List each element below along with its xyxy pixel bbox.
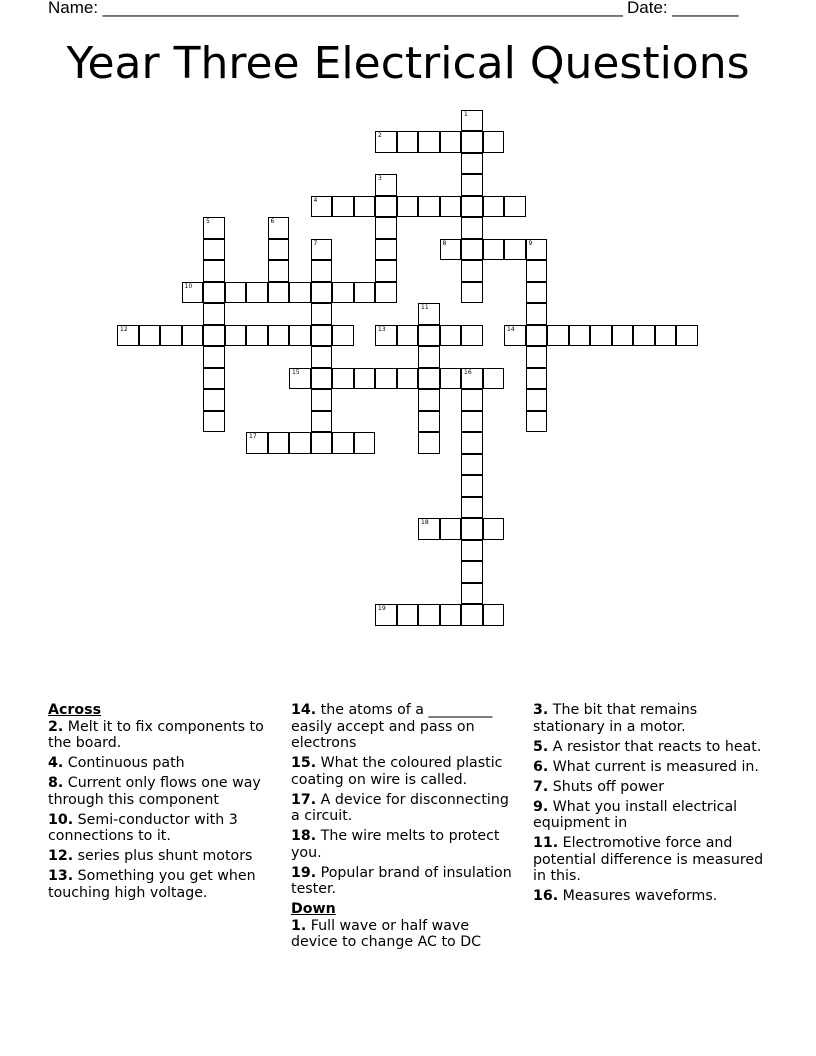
crossword-cell[interactable] [418,131,440,153]
crossword-cell[interactable] [375,131,397,153]
crossword-cell[interactable] [461,153,483,175]
crossword-cell[interactable] [461,497,483,519]
crossword-cell[interactable] [633,325,655,347]
crossword-cell[interactable] [203,282,225,304]
crossword-cell[interactable] [676,325,698,347]
crossword-cell[interactable] [461,475,483,497]
crossword-cell[interactable] [246,432,268,454]
crossword-cell[interactable] [375,604,397,626]
crossword-cell[interactable] [526,282,548,304]
clue-number: 9 [528,239,533,247]
crossword-cell[interactable] [203,325,225,347]
crossword-cell[interactable] [483,518,505,540]
crossword-cell[interactable] [418,196,440,218]
crossword-cell[interactable] [268,282,290,304]
crossword-cell[interactable] [182,325,204,347]
crossword-cell[interactable] [268,260,290,282]
crossword-cell[interactable] [375,239,397,261]
crossword-cell[interactable] [440,196,462,218]
crossword-cell[interactable] [461,174,483,196]
clue-number: 17 [249,433,257,440]
crossword-cell[interactable] [461,389,483,411]
crossword-cell[interactable] [268,432,290,454]
crossword-cell[interactable] [311,325,333,347]
crossword-cell[interactable] [483,604,505,626]
clue-number: 15 [292,368,300,376]
crossword-cell[interactable] [354,368,376,390]
crossword-cell[interactable] [461,196,483,218]
clue-number: 7 [313,239,318,247]
crossword-cell[interactable] [332,282,354,304]
crossword-cell[interactable] [483,131,505,153]
crossword-cell[interactable] [526,389,548,411]
clue-number: 1 [464,110,468,118]
crossword-cell[interactable] [311,260,333,282]
crossword-cell[interactable] [418,368,440,390]
crossword-cell[interactable] [526,239,548,261]
crossword-cell[interactable] [461,239,483,261]
crossword-cell[interactable] [311,282,333,304]
crossword-cell[interactable] [418,411,440,433]
clue-number: 5 [206,218,210,225]
crossword-cell[interactable] [203,368,225,390]
crossword-cell[interactable] [547,325,569,347]
clue-number: 4 [313,196,318,204]
clue-number: 2 [378,132,382,139]
crossword-cell[interactable] [461,561,483,583]
clue-across: 8. Current only flows one way through this component [48,775,261,808]
clue-number: 11 [421,304,429,311]
clues-column-1 [48,702,273,905]
crossword-cell[interactable] [311,411,333,433]
crossword-cell[interactable] [311,346,333,368]
crossword-cell[interactable] [461,604,483,626]
crossword-cell[interactable] [461,110,483,132]
clue-number: 8 [442,239,447,247]
clue-number: 10 [184,282,193,290]
clue-down: 9. What you install electrical equipment in [533,798,738,831]
crossword-cell[interactable] [354,432,376,454]
crossword-cell[interactable] [418,325,440,347]
crossword-cell[interactable] [311,368,333,390]
crossword-cell[interactable] [332,325,354,347]
clue-across: 12. series plus shunt motors [48,848,253,864]
crossword-cell[interactable] [311,389,333,411]
crossword-cell[interactable] [440,518,462,540]
crossword-cell[interactable] [203,389,225,411]
crossword-cell[interactable] [397,131,419,153]
crossword-cell[interactable] [203,239,225,261]
crossword-cell[interactable] [461,540,483,562]
crossword-cell[interactable] [311,239,333,261]
crossword-cell[interactable] [418,389,440,411]
crossword-cell[interactable] [268,239,290,261]
crossword-cell[interactable] [397,604,419,626]
clue-across: 10. Semi-conductor with 3 connections to it. [48,811,238,844]
crossword-cell[interactable] [182,282,204,304]
clues-column-3 [533,702,768,908]
crossword-cell[interactable] [289,368,311,390]
crossword-cell[interactable] [354,196,376,218]
crossword-cell[interactable] [375,282,397,304]
crossword-cell[interactable] [483,368,505,390]
clue-down: 6. What current is measured in. [533,758,759,775]
clue-across: 18. The wire melts to protect you. [291,828,500,861]
crossword-cell[interactable] [375,196,397,218]
page-title: Year Three Electrical Questions [66,38,750,89]
crossword-cell[interactable] [311,303,333,325]
clue-number: 19 [378,605,386,612]
crossword-cell[interactable] [375,368,397,390]
crossword-cell[interactable] [418,303,440,325]
clue-number: 14 [507,325,515,333]
crossword-cell[interactable] [440,131,462,153]
crossword-cell[interactable] [612,325,634,347]
crossword-cell[interactable] [332,196,354,218]
crossword-cell[interactable] [397,196,419,218]
crossword-cell[interactable] [203,303,225,325]
crossword-cell[interactable] [397,368,419,390]
crossword-cell[interactable] [289,282,311,304]
crossword-cell[interactable] [526,325,548,347]
crossword-cell[interactable] [461,411,483,433]
clue-number: 13 [378,325,386,333]
crossword-cell[interactable] [461,368,483,390]
crossword-cell[interactable] [203,411,225,433]
crossword-cell[interactable] [418,518,440,540]
crossword-cell[interactable] [526,346,548,368]
crossword-cell[interactable] [461,518,483,540]
clue-across: 14. the atoms of a _________ easily accept and pass on electrons [291,702,493,751]
clue-down: 5. A resistor that reacts to heat. [533,738,762,755]
crossword-cell[interactable] [461,454,483,476]
crossword-cell[interactable] [268,217,290,239]
clue-across: 19. Popular brand of insulation tester. [291,864,512,897]
crossword-cell[interactable] [440,368,462,390]
crossword-cell[interactable] [418,604,440,626]
crossword-cell[interactable] [139,325,161,347]
crossword-cell[interactable] [526,411,548,433]
crossword-cell[interactable] [375,260,397,282]
crossword-cell[interactable] [246,282,268,304]
crossword-cell[interactable] [225,325,247,347]
crossword-cell[interactable] [461,260,483,282]
crossword-cell[interactable] [311,432,333,454]
crossword-cell[interactable] [483,196,505,218]
crossword-cell[interactable] [440,325,462,347]
crossword-cell[interactable] [461,282,483,304]
clues-column-2 [291,702,519,954]
crossword-cell[interactable] [440,604,462,626]
crossword-cell[interactable] [440,239,462,261]
crossword-cell[interactable] [461,583,483,605]
crossword-cell[interactable] [526,368,548,390]
crossword-cell[interactable] [655,325,677,347]
clue-down: 7. Shuts off power [533,778,665,795]
crossword-cell[interactable] [117,325,139,347]
clue-across: 2. Melt it to fix components to the board. [48,718,264,751]
crossword-cell[interactable] [483,239,505,261]
clue-number: 3 [378,175,382,182]
crossword-cell[interactable] [268,325,290,347]
crossword-cell[interactable] [311,196,333,218]
crossword-cell[interactable] [203,346,225,368]
name-field[interactable]: Name: _______________________________________________________ [48,0,623,17]
crossword-cell[interactable] [332,432,354,454]
crossword-cell[interactable] [332,368,354,390]
across-heading: Across [48,702,102,718]
crossword-cell[interactable] [203,217,225,239]
crossword-cell[interactable] [375,174,397,196]
clue-number: 16 [464,368,472,376]
crossword-cell[interactable] [375,325,397,347]
clue-across: 4. Continuous path [48,755,185,771]
crossword-cell[interactable] [289,432,311,454]
crossword-cell[interactable] [418,346,440,368]
down-heading: Down [291,901,336,917]
crossword-cell[interactable] [203,260,225,282]
crossword-cell[interactable] [590,325,612,347]
date-field[interactable]: Date: _______ [627,0,739,17]
clue-down: 16. Measures waveforms. [533,888,718,904]
crossword-cell[interactable] [461,325,483,347]
crossword-cell[interactable] [504,239,526,261]
clue-across: 13. Something you get when touching high voltage. [48,868,256,901]
crossword-cell[interactable] [160,325,182,347]
crossword-cell[interactable] [375,217,397,239]
crossword-cell[interactable] [461,432,483,454]
clue-across: 15. What the coloured plastic coating on wire is called. [291,755,503,788]
clue-down: 1. Full wave or half wave device to change AC to DC [291,917,482,950]
crossword-cell[interactable] [397,325,419,347]
crossword-cell[interactable] [461,131,483,153]
crossword-cell[interactable] [246,325,268,347]
crossword-cell[interactable] [289,325,311,347]
crossword-cell[interactable] [526,303,548,325]
crossword-cell[interactable] [418,432,440,454]
clue-number: 12 [120,325,128,333]
crossword-cell[interactable] [569,325,591,347]
crossword-cell[interactable] [504,325,526,347]
crossword-cell[interactable] [354,282,376,304]
clue-down: 3. The bit that remains stationary in a motor. [533,702,698,735]
clue-number: 6 [270,218,275,225]
clue-across: 17. A device for disconnecting a circuit. [291,791,509,824]
crossword-cell[interactable] [225,282,247,304]
crossword-cell[interactable] [461,217,483,239]
crossword-cell[interactable] [526,260,548,282]
clue-number: 18 [421,519,429,526]
clue-down: 11. Electromotive force and potential difference is measured in this. [533,835,764,884]
crossword-cell[interactable] [504,196,526,218]
